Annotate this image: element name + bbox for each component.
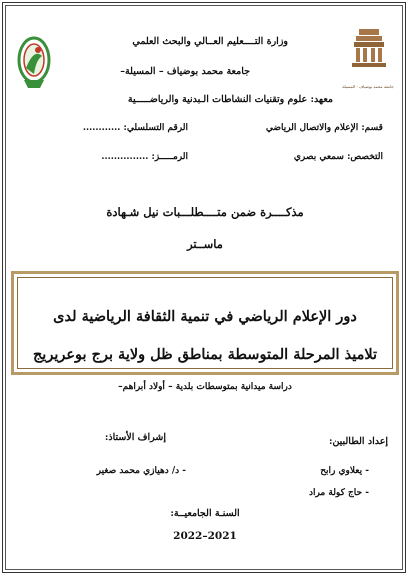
student-bullet: - (362, 466, 369, 476)
student-name-2 (309, 488, 369, 498)
academic-year-label: السنـة الجامعيــة: (170, 508, 240, 519)
code-label: الرمـــــز: ............... (101, 152, 188, 162)
thesis-title-box (11, 271, 399, 375)
supervisor-name: - د/ دهيازي محمد صغير (96, 466, 186, 476)
degree-name: ماســتر (187, 237, 223, 251)
thesis-subtitle: دراسة ميدانية بمتوسطات بلدية – أولاد أبراهم– (118, 382, 292, 392)
supervisor-label: إشراف الأستاذ: (104, 432, 166, 443)
thesis-title-line-1: دور الإعلام الرياضي في تنمية الثقافة الرياضية لدى (53, 308, 357, 325)
degree-statement: مذكــــرة ضمن متــــطلـــبات نيل شـهادة (106, 205, 304, 219)
ministry-name: وزارة التــــعليم العــالي والبحث العلمي (132, 36, 288, 47)
university-logo-icon (342, 27, 396, 83)
thesis-title-line-2: تلاميذ المرحلة المتوسطة بمناطق ظل ولاية برج بوعريريج (32, 346, 378, 363)
institute-name: معهد: علوم وتقنيات النشاطات الـبدنية والرياضـــــية (127, 94, 333, 105)
university-name: جامعة محمد بوضياف – المسيلة– (120, 66, 250, 77)
student-name-1 (320, 466, 369, 476)
student-name-2-text: حاج كولة مراد (308, 488, 363, 498)
department-label: قسم: الإعلام والاتصال الرياضي (265, 123, 383, 133)
student-name-1-text: يعلاوي رابح (320, 466, 363, 476)
specialization-label: التخصص: سمعي بصري (293, 152, 383, 162)
serial-number-label: الرقم التسلسلي: ............ (82, 123, 188, 133)
institute-logo-icon (14, 30, 54, 94)
student-bullet: - (362, 488, 369, 498)
university-logo-caption: جامعة محمد بوضياف - المسيلة (342, 84, 394, 89)
students-label: إعداد الطالبين: (328, 436, 388, 447)
academic-year-value: 2022–2021 (173, 530, 237, 542)
